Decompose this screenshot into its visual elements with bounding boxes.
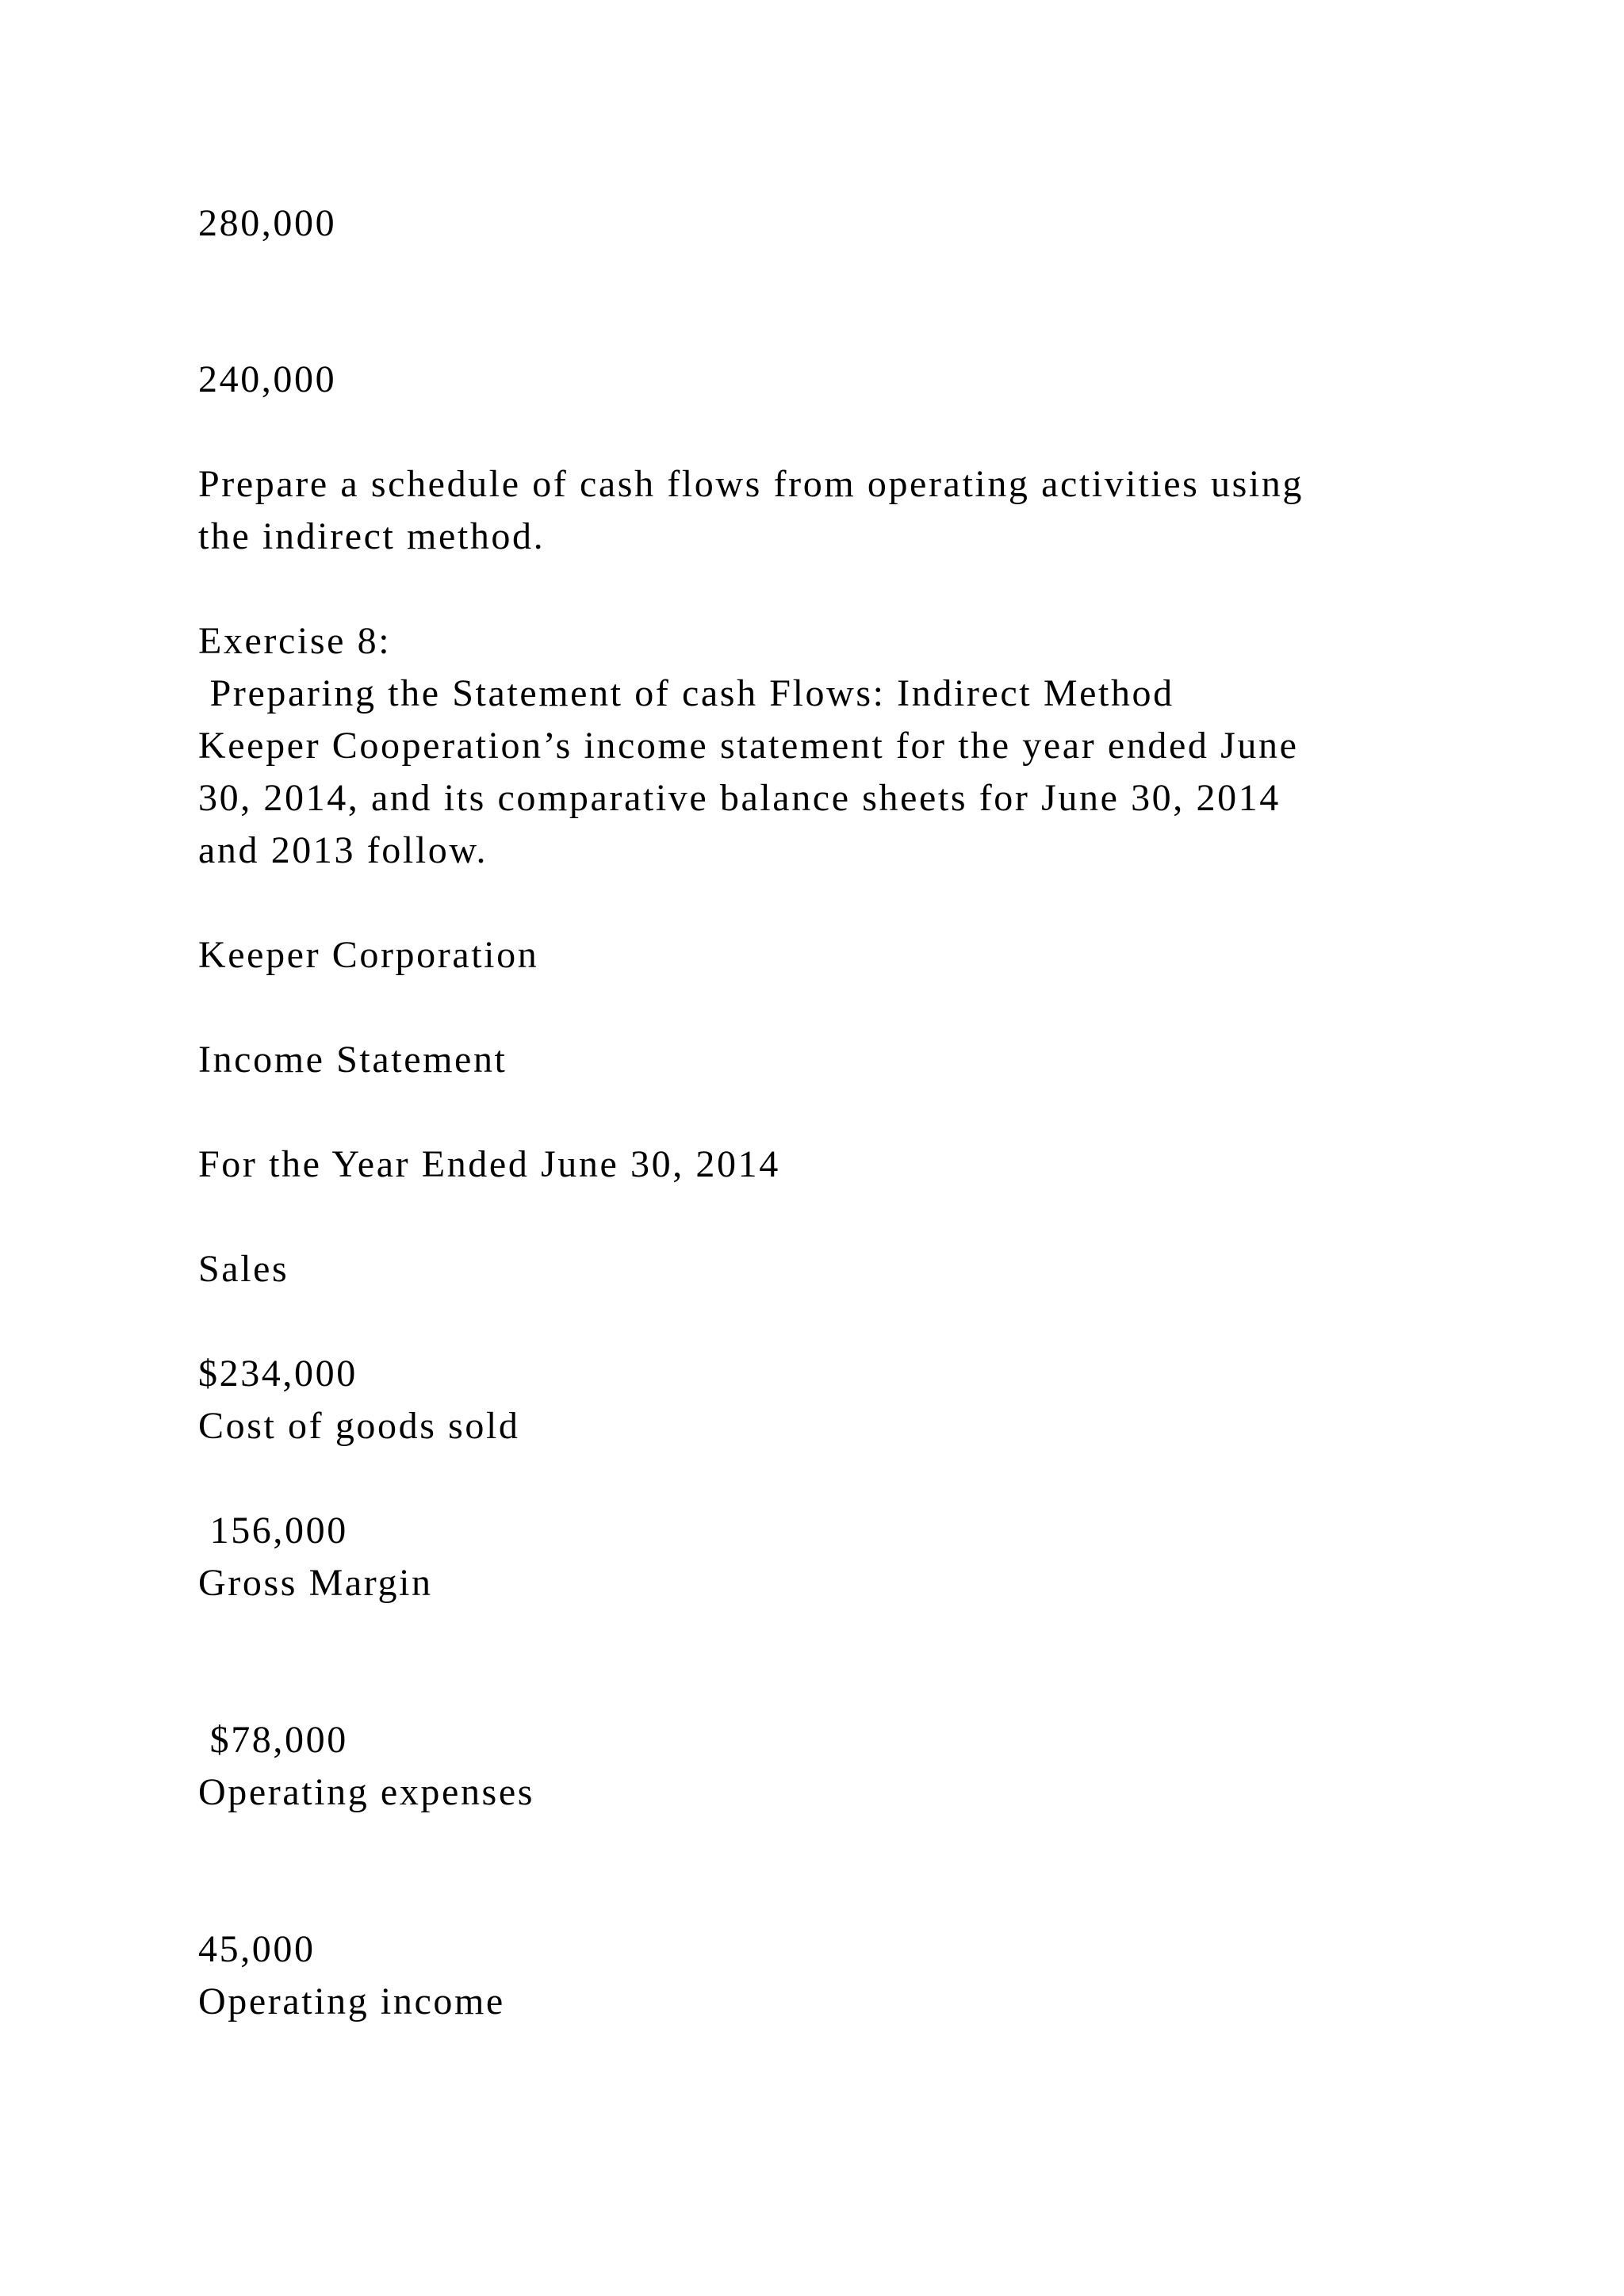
text-line-10: Keeper Corporation: [198, 934, 539, 976]
text-line-6: Preparing the Statement of cash Flows: Indirect Method: [198, 672, 1174, 714]
text-line-16: 156,000: [198, 1510, 348, 1552]
text-line-9: and 2013 follow.: [198, 829, 488, 871]
text-line-12: For the Year Ended June 30, 2014: [198, 1143, 780, 1185]
text-line-17: Gross Margin: [198, 1562, 433, 1604]
text-line-18: $78,000: [198, 1719, 348, 1761]
text-line-1: 280,000: [198, 202, 337, 244]
text-line-2: 240,000: [198, 358, 337, 400]
text-line-7: Keeper Cooperation’s income statement for the year ended June: [198, 725, 1299, 767]
text-line-11: Income Statement: [198, 1039, 508, 1081]
text-line-14: $234,000: [198, 1353, 358, 1395]
text-line-13: Sales: [198, 1248, 289, 1290]
text-line-20: 45,000: [198, 1928, 316, 1970]
text-line-8: 30, 2014, and its comparative balance sheets for June 30, 2014: [198, 777, 1281, 819]
text-line-21: Operating income: [198, 1980, 505, 2022]
text-line-15: Cost of goods sold: [198, 1405, 520, 1447]
text-line-3: Prepare a schedule of cash flows from operating activities using: [198, 463, 1304, 505]
text-line-4: the indirect method.: [198, 515, 546, 557]
text-line-19: Operating expenses: [198, 1771, 535, 1813]
text-line-5: Exercise 8:: [198, 620, 392, 662]
